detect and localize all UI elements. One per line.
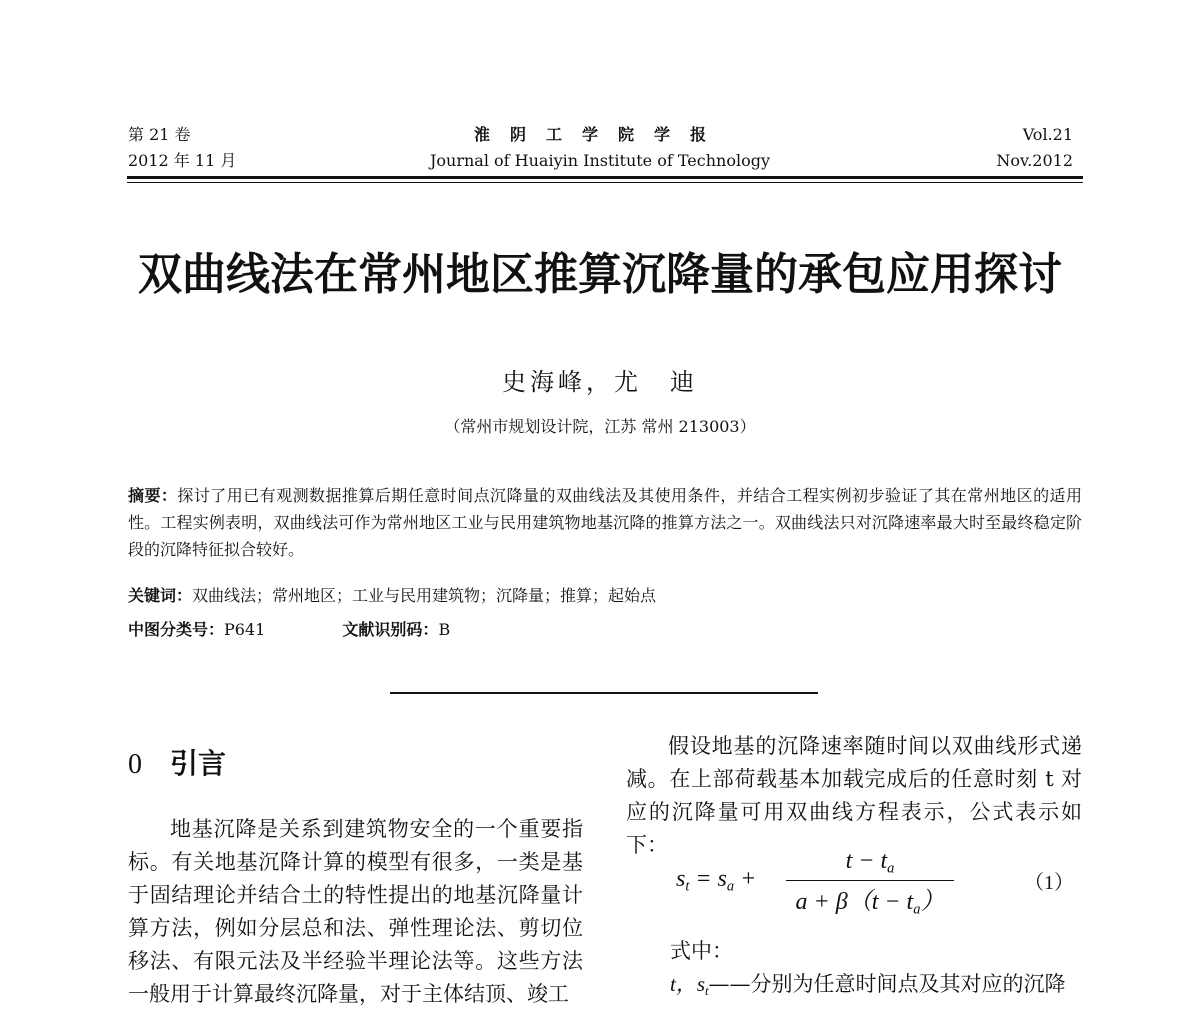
- definition-text: ——分别为任意时间点及其对应的沉降: [708, 972, 1066, 996]
- volume-cn: 第 21 卷: [128, 125, 191, 144]
- right-column: [626, 730, 1082, 862]
- docid-label: 文献识别码：: [342, 620, 439, 639]
- equation-1: [676, 844, 1086, 920]
- section-number: 0: [128, 749, 142, 780]
- date-cn: 2012 年 11 月: [128, 151, 237, 170]
- hypothesis-paragraph: 假设地基的沉降速率随时间以双曲线形式递减。在上部荷载基本加载完成后的任意时刻 t 对应的沉降量可用双曲线方程表示，公式表示如下：: [626, 734, 1082, 857]
- header-right: [996, 122, 1073, 174]
- section-title: 引言: [170, 747, 227, 780]
- equation-numerator: $t - t_a$: [845, 848, 895, 877]
- date-en: Nov.2012: [996, 151, 1073, 170]
- affiliation: （常州市规划设计院，江苏 常州 213003）: [444, 417, 756, 436]
- keywords-label: 关键词：: [128, 586, 193, 605]
- equation-denominator: $a + \beta(t - t_a)$: [795, 889, 945, 918]
- equation-fraction: [786, 844, 954, 919]
- intro-paragraph: 地基沉降是关系到建筑物安全的一个重要指标。有关地基沉降计算的模型有很多，一类是基于固结理论并结合土的特性提出的地基沉降量计算方法，例如分层总和法、弹性理论法、剪切位移法、有限元法及半经验半理论法等。这些方法一般用于计算最终沉降量，对于主体结顶、竣工: [128, 817, 583, 1006]
- keywords-text: 双曲线法；常州地区；工业与民用建筑物；沉降量；推算；起始点: [192, 586, 657, 605]
- where-label: 式中：: [670, 939, 733, 963]
- abstract-text: 探讨了用已有观测数据推算后期任意时间点沉降量的双曲线法及其使用条件，并结合工程实例初步验证了其在常州地区的适用性。工程实例表明，双曲线法可作为常州地区工业与民用建筑物地基沉降的推算方法之一。双曲线法只对沉降速率最大时至最终稳定阶段的沉降特征拟合较好。: [128, 486, 1082, 559]
- journal-name-cn: 淮阴工学院学报: [473, 125, 726, 144]
- header-rule-thick: [127, 176, 1083, 179]
- paper-title: 双曲线法在常州地区推算沉降量的承包应用探讨: [138, 249, 1062, 300]
- abstract: [128, 482, 1082, 563]
- header-rule-thin: [127, 182, 1083, 183]
- classification: [128, 617, 450, 640]
- fraction-bar: [786, 880, 954, 881]
- clc-value: P641: [224, 620, 266, 639]
- equation-lhs: $s_t = s_a$ +: [676, 866, 757, 895]
- authors: 史海峰，尤 迪: [502, 368, 698, 396]
- definition-symbols: t，s: [670, 972, 706, 996]
- variable-definition: t，$s_t——$分别为任意时间点及其对应的沉降: [670, 972, 1066, 998]
- left-column: [128, 813, 583, 1011]
- keywords: [128, 583, 656, 606]
- volume-en: Vol.21: [1022, 125, 1073, 144]
- abstract-label: 摘要：: [128, 486, 178, 505]
- docid-value: B: [438, 620, 451, 639]
- clc-label: 中图分类号：: [128, 620, 225, 639]
- equation-number: （1）: [1024, 872, 1074, 894]
- section-heading: [128, 742, 226, 782]
- section-separator: [390, 692, 818, 694]
- journal-name-en: Journal of Huaiyin Institute of Technology: [429, 151, 771, 170]
